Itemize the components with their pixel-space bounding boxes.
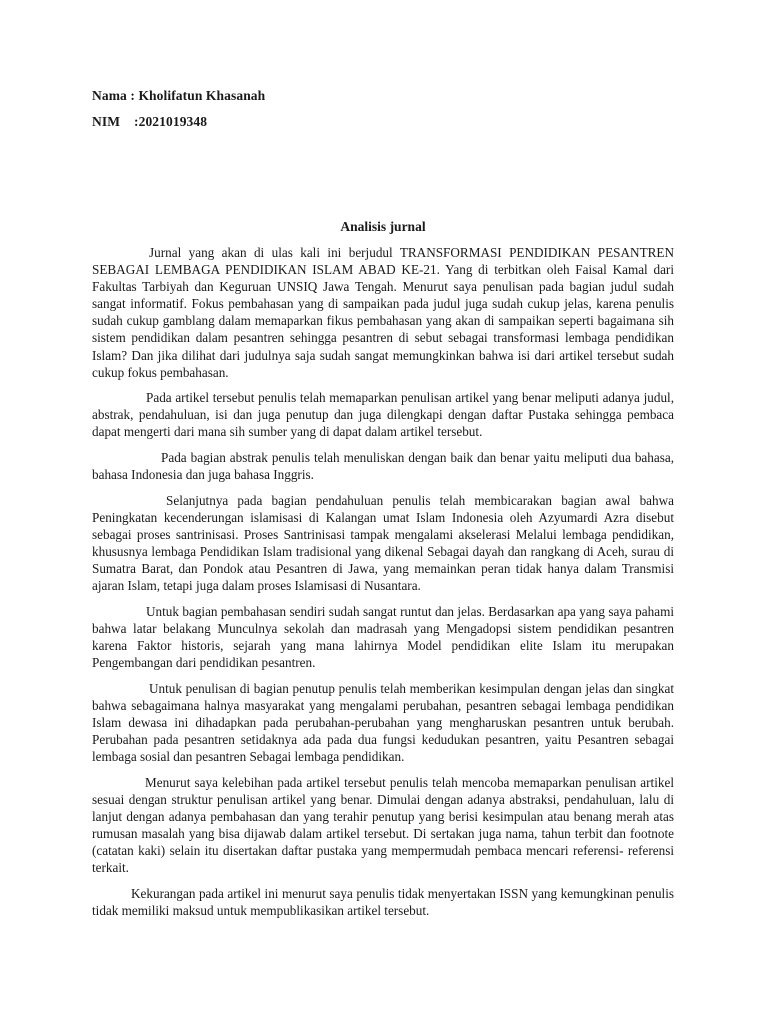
document-title: Analisis jurnal [340,219,426,234]
paragraph-introduction: Selanjutnya pada bagian pendahuluan penulis telah membicarakan bagian awal bahwa Peningkatan kecenderungan islamisasi di Kalangan umat Islam Indonesia oleh Azyumardi Azra disebut sebagai proses santrinisasi. Proses Santrinisasi tampak mengalami akselerasi Melalui lembaga pendidikan, khususnya lembaga Pendidikan Islam tradisional yang dikenal Sebagai dayah dan rangkang di Aceh, surau di Sumatra Barat, dan Pondok atau Pesantren di Jawa, yang memainkan peran tidak hanya dalam Transmisi ajaran Islam, tetapi juga dalam proses Islamisasi di Nusantara. [92,492,674,594]
paragraph-abstract: Pada bagian abstrak penulis telah menuliskan dengan baik dan benar yaitu meliputi dua bahasa, bahasa Indonesia dan juga bahasa Inggris. [92,450,674,483]
paragraph-strengths: Menurut saya kelebihan pada artikel tersebut penulis telah mencoba memaparkan penulisan artikel sesuai dengan struktur penulisan artikel yang benar. Dimulai dengan adanya abstraksi, pendahuluan, lalu di lanjut dengan adanya pembahasan dan yang terahir penutup yang berisi kesimpulan atau benang merah atas rumusan masalah yang bisa dijawab dalam artikel tersebut. Di sertakan juga nama, tahun terbit dan footnote (catatan kaki) selain itu disertakan daftar pustaka yang mempermudah pembaca mencari referensi- referensi terkait. [92,774,674,876]
student-nim [92,114,207,130]
paragraph-discussion: Untuk bagian pembahasan sendiri sudah sangat runtut dan jelas. Berdasarkan apa yang saya pahami bahwa latar belakang Munculnya sekolah dan madrasah yang Mengadopsi sistem pendidikan pesantren karena Faktor historis, sejarah yang mana lahirnya Model pendidikan elite Islam itu merupakan Pengembangan dari pendidikan pesantren. [92,603,674,671]
nim-label: NIM [92,114,121,129]
paragraph-conclusion: Untuk penulisan di bagian penutup penulis telah memberikan kesimpulan dengan jelas dan singkat bahwa sebagaimana halnya masyarakat yang mengalami perubahan, pesantren sebagai lembaga pendidikan Islam dewasa ini dihadapkan pada perubahan-perubahan yang mengharuskan pesantren untuk berubah. Perubahan pada pesantren setidaknya ada pada dua fungsi kedudukan pesantren, yaitu Pesantren sebagai lembaga sosial dan pesantren Sebagai lembaga pendidikan. [92,680,674,765]
document-body [92,244,674,927]
paragraph-weaknesses: Kekurangan pada artikel ini menurut saya penulis tidak menyertakan ISSN yang kemungkinan penulis tidak memiliki maksud untuk mempublikasikan artikel tersebut. [92,885,674,918]
student-name: Nama : Kholifatun Khasanah [92,88,266,103]
paragraph-structure: Pada artikel tersebut penulis telah memaparkan penulisan artikel yang benar meliputi adanya judul, abstrak, pendahuluan, isi dan juga penutup dan juga dilengkapi dengan daftar Pustaka sehingga pembaca dapat mengerti dari mana sih sumber yang di dapat dalam artikel tersebut. [92,390,674,440]
document-page [92,0,674,1024]
nim-value: :2021019348 [134,114,208,129]
paragraph-title-review: Jurnal yang akan di ulas kali ini berjudul TRANSFORMASI PENDIDIKAN PESANTREN SEBAGAI LEMBAGA PENDIDIKAN ISLAM ABAD KE-21. Yang di terbitkan oleh Faisal Kamal dari Fakultas Tarbiyah dan Keguruan UNSIQ Jawa Tengah. Menurut saya penulisan pada bagian judul sudah sangat informatif. Fokus pembahasan yang di sampaikan pada judul juga sudah cukup jelas, karena penulis sudah cukup gamblang dalam memaparkan fikus pembahasan yang akan di sampaikan seperti bagaimana sih sistem pendidikan dalam pesantren sehingga pesantren di sebut sebagai transformasi lembaga pendidikan Islam? Dan jika dilihat dari judulnya saja sudah sangat memungkinkan bahwa isi dari artikel tersebut sudah cukup fokus pembahasan. [92,245,674,380]
